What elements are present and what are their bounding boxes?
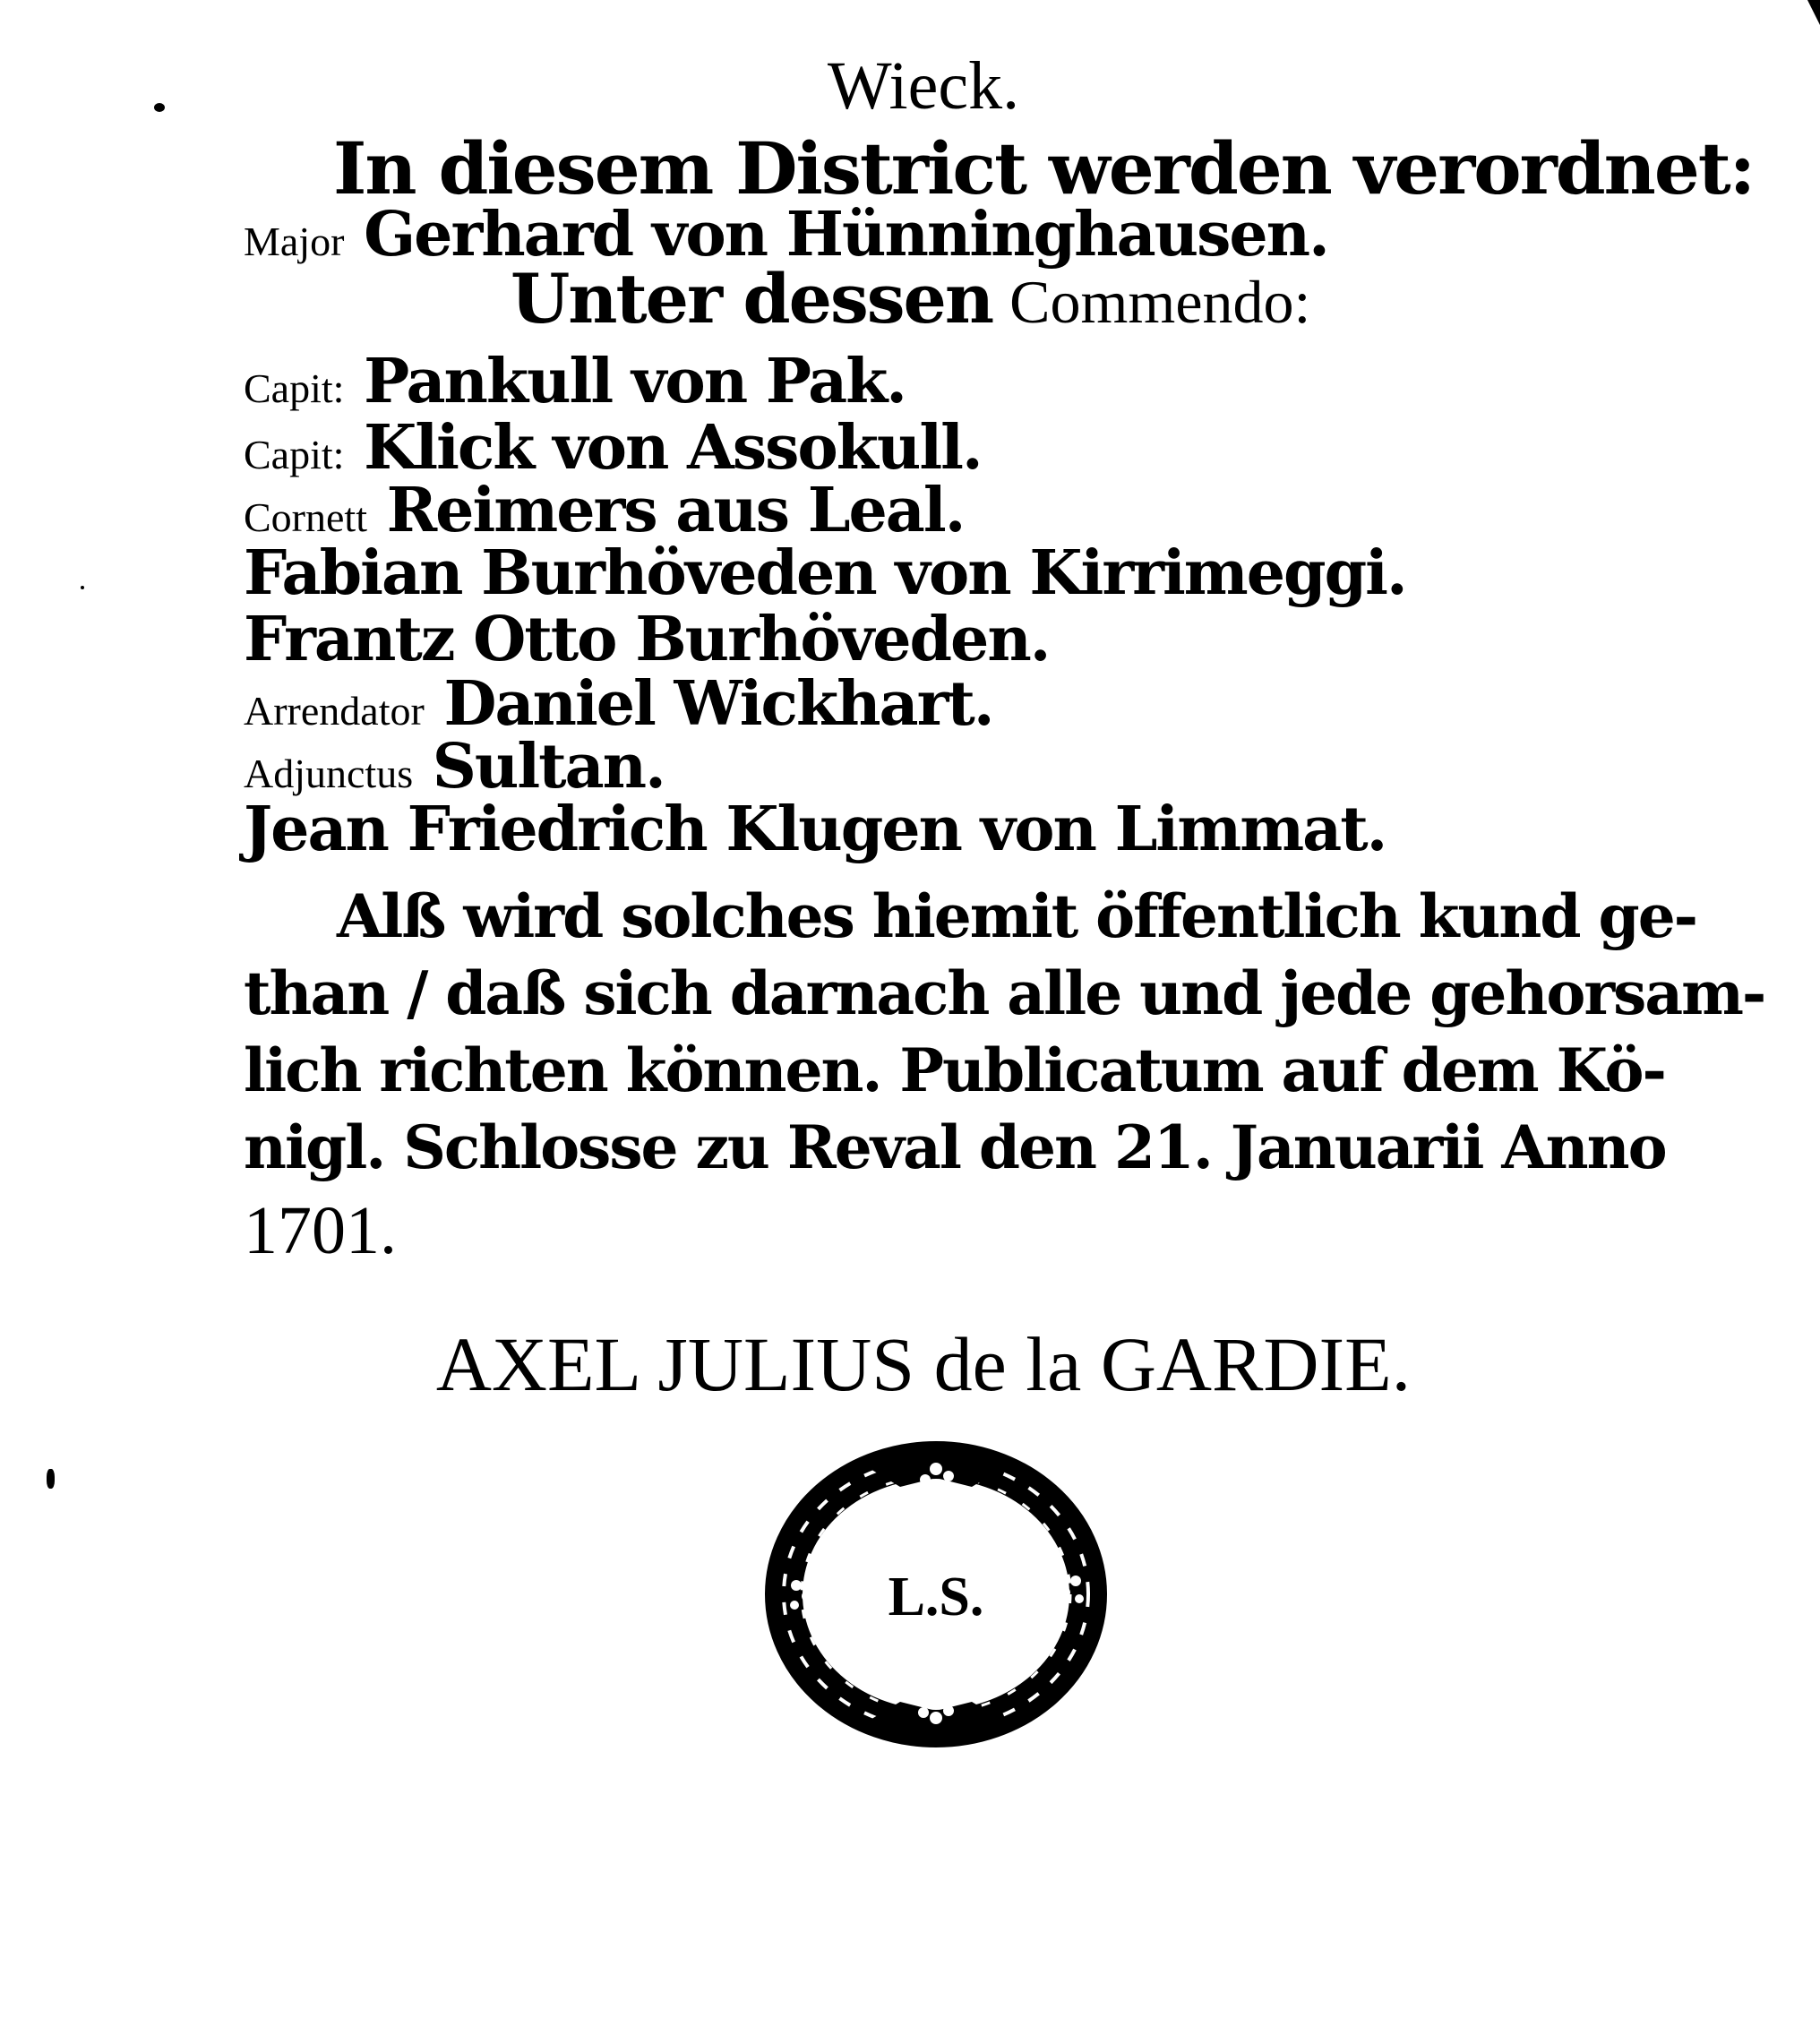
entry-line <box>244 794 1386 865</box>
entry-line <box>244 604 1050 675</box>
closing-line: nigl. Schlosse zu Reval den 21. Januarii Anno <box>244 1112 1666 1182</box>
commander-rank: Major <box>244 219 345 264</box>
entry-rank: Cornett <box>244 494 367 540</box>
closing-line: than / daß sich darnach alle und jede gehorsam- <box>244 958 1765 1028</box>
ink-speck <box>47 1469 55 1489</box>
ink-speck <box>81 586 84 589</box>
entry-rank: Arrendator <box>244 688 425 734</box>
entry-name: Reimers aus Leal. <box>386 475 965 546</box>
entry-line <box>244 731 665 803</box>
entry-name: Fabian Burhöveden von Kirrimeggi. <box>244 537 1406 609</box>
closing-year: 1701. <box>244 1193 397 1268</box>
scan-edge-artifact <box>1807 0 1820 25</box>
entry-name: Frantz Otto Burhöveden. <box>244 604 1050 675</box>
commander-line <box>244 199 1328 270</box>
entry-line <box>244 668 993 740</box>
entry-name: Sultan. <box>432 731 665 803</box>
entry-name: Pankull von Pak. <box>364 346 906 417</box>
entry-rank: Adjunctus <box>244 751 414 796</box>
subheader <box>511 259 1311 339</box>
closing-line: Alß wird solches hiemit öffentlich kund ge- <box>337 881 1697 951</box>
commander-name: Gerhard von Hünninghausen. <box>364 199 1328 270</box>
entry-rank: Capit: <box>244 365 345 411</box>
subheader-roman: Commendo: <box>1009 268 1311 336</box>
closing-line: lich richten können. Publicatum auf dem Kö- <box>244 1035 1665 1105</box>
seal-text: L.S. <box>888 1567 984 1627</box>
entry-line <box>244 346 906 417</box>
entry-rank: Capit: <box>244 432 345 477</box>
signature: AXEL JULIUS de la GARDIE. <box>435 1321 1412 1407</box>
subheader-fraktur: Unter dessen <box>511 259 993 339</box>
entry-name: Daniel Wickhart. <box>443 668 993 740</box>
entry-name: Klick von Assokull. <box>364 412 982 484</box>
entry-line <box>244 537 1406 609</box>
district-title: Wieck. <box>827 48 1020 124</box>
entry-line <box>244 475 965 546</box>
entry-line <box>244 412 982 484</box>
entry-name: Jean Friedrich Klugen von Limmat. <box>244 794 1386 865</box>
seal <box>757 1433 1115 1756</box>
district-header: In diesem District werden verordnet: <box>333 126 1755 210</box>
